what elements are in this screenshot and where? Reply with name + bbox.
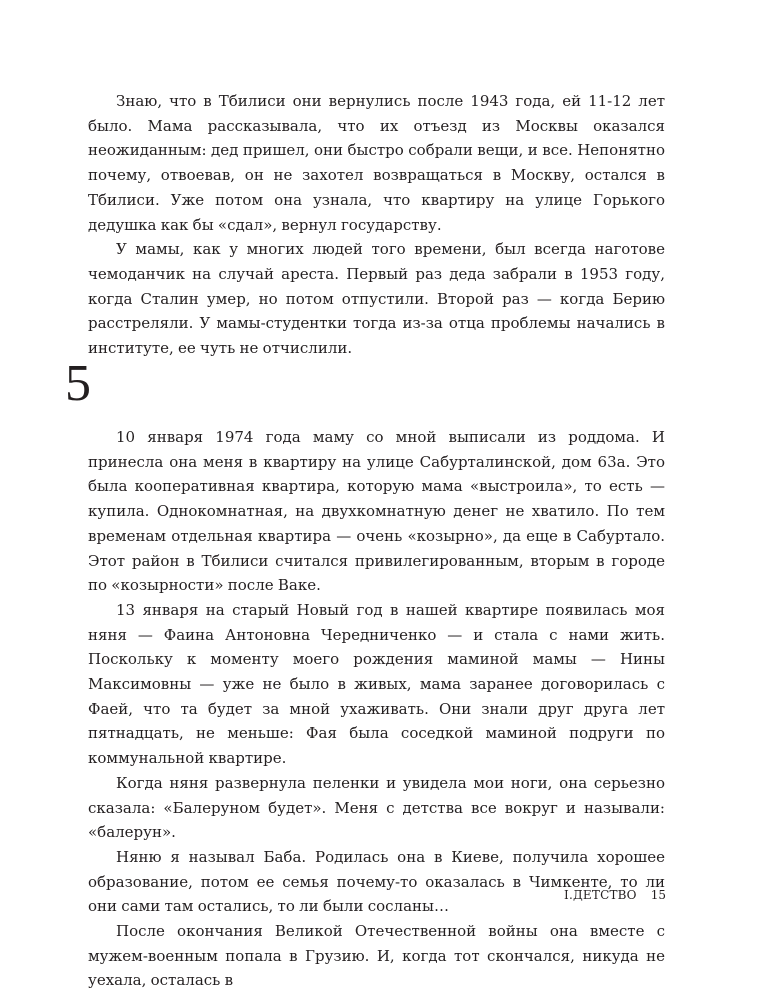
paragraph: Знаю, что в Тбилиси они вернулись после 1943 года, ей 11-12 лет было. Мама рассказывала, что их отъезд из Москвы оказался неожиданным: дед пришел, они быстро собрали вещи, и все. Непонятно почему, отвоевав, он не захотел возвращаться в Москву, остался в Тбилиси. Уже потом она узнала, что квартиру на улице Горького дедушка как бы «сдал», вернул государству. xyxy=(88,92,665,234)
paragraph: Няню я называл Баба. Родилась она в Киеве, получила хорошее образование, потом ее семья почему-то оказалась в Чимкенте, то ли они сами там остались, то ли были сосланы… xyxy=(88,847,665,916)
page-number: 15 xyxy=(650,888,666,902)
paragraph: У мамы, как у многих людей того времени, был всегда наготове чемоданчик на случай ареста. Первый раз деда забрали в 1953 году, когда Сталин умер, но потом отпустили. Второй раз — когда Берию расстреляли. У мамы-студентки тогда из-за отца проблемы начались в институте, ее чуть не отчислили. xyxy=(88,240,665,358)
paragraph: Когда няня развернула пеленки и увидела мои ноги, она серьезно сказала: «Балеруном будет». Меня с детства все вокруг и называли: «балерун». xyxy=(88,773,665,842)
paragraph: 13 января на старый Новый год в нашей квартире появилась моя няня — Фаина Антоновна Чередниченко — и стала с нами жить. Поскольку к моменту моего рождения маминой мамы — Нины Максимовны — уже не было в живых, мама заранее договорилась с Фаей, что та будет за мной ухаживать. Они знали друг друга лет пятнадцать, не меньше: Фая была соседкой маминой подруги по коммунальной квартире. xyxy=(88,600,665,768)
text-block-top xyxy=(88,89,665,361)
running-section-title: I.ДЕТСТВО xyxy=(564,888,637,902)
page-footer xyxy=(564,887,666,903)
text-block-chapter-5 xyxy=(88,425,665,993)
paragraph: После окончания Великой Отечественной войны она вместе с мужем-военным попала в Грузию. И, когда тот скончался, никуда не уехала, осталась в xyxy=(88,922,665,990)
paragraph: 10 января 1974 года маму со мной выписали из роддома. И принесла она меня в квартиру на улице Сабурталинской, дом 63а. Это была кооперативная квартира, которую мама «выстроила», то есть — купила. Однокомнатная, на двухкомнатную денег не хватило. По тем временам отдельная квартира — очень «козырно», да еще в Сабуртало. Этот район в Тбилиси считался привилегированным, вторым в городе по «козырности» после Ваке. xyxy=(88,428,665,595)
chapter-number: 5 xyxy=(65,355,91,412)
